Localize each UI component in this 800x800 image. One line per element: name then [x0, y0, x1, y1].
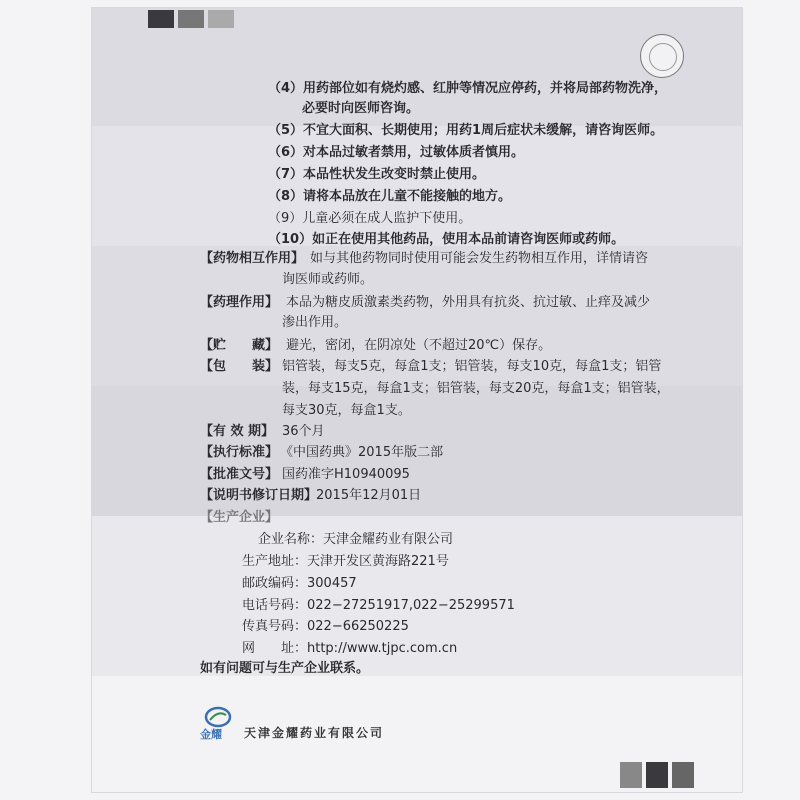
fold-band: [92, 676, 742, 792]
caution-item: （8）请将本品放在儿童不能接触的地方。: [268, 189, 512, 204]
validity-text: 36个月: [282, 424, 325, 439]
pharmacology-text: 本品为糖皮质激素类药物，外用具有抗炎、抗过敏、止痒及减少: [286, 295, 651, 310]
package-text: 每支30克，每盒1支。: [282, 403, 411, 418]
company-logo-text: 金耀: [200, 728, 222, 741]
standard-text: 《中国药典》2015年版二部: [280, 445, 444, 460]
standard-label: 【执行标准】: [200, 445, 279, 460]
manufacturer-row: 生产地址：天津开发区黄海路221号: [242, 554, 449, 569]
pharmacology-label: 【药理作用】: [200, 295, 279, 310]
package-label: 【包 装】: [200, 359, 279, 374]
print-mark: [620, 762, 642, 788]
package-text: 装，每支15克，每盒1支；铝管装，每支20克，每盒1支；铝管装，: [282, 381, 670, 396]
seal-logo-inner: [649, 43, 677, 71]
company-logo-icon: [204, 706, 232, 728]
caution-item: （4）用药部位如有烧灼感、红肿等情况应停药，并将局部药物洗净，: [268, 81, 668, 96]
interaction-label: 【药物相互作用】: [200, 251, 305, 266]
caution-item: （5）不宜大面积、长期使用；用药1周后症状未缓解，请咨询医师。: [268, 123, 664, 138]
caution-item: 必要时向医师咨询。: [302, 101, 420, 116]
interaction-text: 如与其他药物同时使用可能会发生药物相互作用，详情请咨: [310, 251, 649, 266]
manufacturer-row: 邮政编码：300457: [242, 576, 357, 591]
storage-text: 避光，密闭，在阴凉处（不超过20℃）保存。: [286, 338, 552, 353]
seal-logo: [640, 34, 684, 78]
storage-label: 【贮 藏】: [200, 338, 279, 353]
print-mark: [208, 10, 234, 28]
caution-item: （9）儿童必须在成人监护下使用。: [268, 211, 472, 226]
revision-label: 【说明书修订日期】: [200, 488, 318, 503]
package-text: 铝管装，每支5克，每盒1支；铝管装，每支10克，每盒1支；铝管: [282, 359, 662, 374]
manufacturer-row: 网 址：http://www.tjpc.com.cn: [242, 641, 458, 656]
footer-company-name: 天津金耀药业有限公司: [244, 726, 385, 740]
approval-label: 【批准文号】: [200, 467, 279, 482]
print-mark: [646, 762, 668, 788]
manufacturer-label: 【生产企业】: [200, 510, 279, 525]
manufacturer-row: 电话号码：022−27251917,022−25299571: [242, 598, 515, 613]
print-mark: [178, 10, 204, 28]
caution-item: （6）对本品过敏者禁用，过敏体质者慎用。: [268, 145, 525, 160]
validity-label: 【有 效 期】: [200, 424, 275, 439]
contact-note: 如有问题可与生产企业联系。: [200, 661, 370, 676]
pharmacology-text: 渗出作用。: [282, 315, 348, 330]
approval-text: 国药准字H10940095: [282, 467, 410, 482]
manufacturer-row: 传真号码：022−66250225: [242, 619, 409, 634]
caution-item: （10）如正在使用其他药品，使用本品前请咨询医师或药师。: [268, 232, 625, 247]
caution-item: （7）本品性状发生改变时禁止使用。: [268, 167, 486, 182]
revision-text: 2015年12月01日: [316, 488, 422, 503]
print-mark: [672, 762, 694, 788]
manufacturer-row: 企业名称：天津金耀药业有限公司: [258, 532, 454, 547]
interaction-text: 询医师或药师。: [282, 272, 374, 287]
print-mark: [148, 10, 174, 28]
